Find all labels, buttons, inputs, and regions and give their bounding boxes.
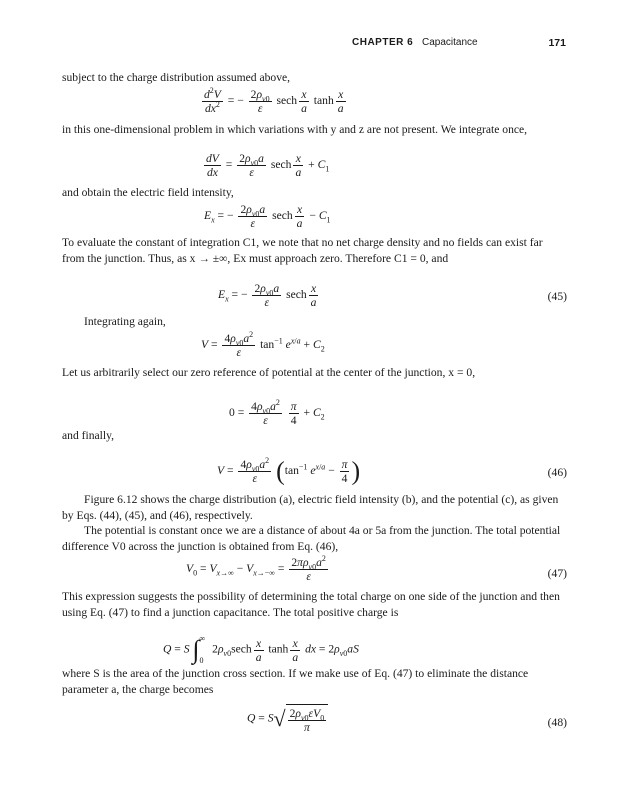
- equation-potential-with-constant: V = $\frac{4\rho_{\nu 0}a^2}{\varepsilon}$ $\tan^{-1} e^{x/a} + C_2$: [201, 330, 325, 359]
- equation-total-charge: Q = S ∫∞ 0 $2\rho_{\nu 0}\sec h$ $\frac{x}{a}$ tanh $\frac{x}{a}$ dx = $2\rho_{\nu 0}aS$: [163, 634, 359, 665]
- equation-number: (47): [547, 567, 567, 580]
- equation-47: $V_0 = V_{x\to\infty} - V_{x\to-\infty}$ = $\frac{2\pi\rho_{\nu 0}a^2}{\varepsilon}$: [186, 554, 326, 583]
- paragraph: and obtain the electric field intensity,: [62, 186, 234, 199]
- paragraph: in this one-dimensional problem in which variations with y and z are not present. We integrate once,: [62, 123, 528, 136]
- chapter-subject: Capacitance: [422, 37, 478, 48]
- paragraph: where S is the area of the junction cross section. If we make use of Eq. (47) to eliminate the distance parameter a, the charge becomes: [62, 667, 529, 696]
- equation-first-integral: $\frac{dV}{dx}$ = $\frac{2\rho_{\nu 0}a}{\varepsilon}$ sech $\frac{x}{a}$ + $C_1$: [206, 152, 330, 179]
- equation-poisson: $\frac{d^2V}{dx^2}$ = − $\frac{2\rho_{\nu 0}}{\varepsilon}$ sech $\frac{x}{a}$ tanh $\frac{x}{a}$: [204, 86, 344, 115]
- equation-field-with-constant: $E_x$ = − $\frac{2\rho_{\nu 0}a}{\varepsilon}$ sech $\frac{x}{a}$ − $C_1$: [204, 203, 331, 230]
- equation-48: Q = S√ $\frac{2\rho_{\nu 0}\varepsilon V_0}{\pi}$: [247, 704, 328, 734]
- paragraph: To evaluate the constant of integration C1, we note that no net charge density and no fields can exist far from the junction. Thus, as x → ±∞, Ex must approach zero. Therefore C1 = 0, and: [62, 236, 543, 265]
- running-header: [352, 37, 566, 53]
- paragraph: subject to the charge distribution assumed above,: [62, 71, 291, 84]
- chapter-label: CHAPTER 6: [352, 37, 414, 48]
- equation-46: V = $\frac{4\rho_{\nu 0}a^2}{\varepsilon}$ ($\tan^{-1}$ $e^{x/a}$ − $\frac{\pi}{4}$ ): [217, 456, 361, 486]
- paragraph: This expression suggests the possibility of determining the total charge on one side of the junction and then using Eq. (47) to find a junction capacitance. The total positive charge is: [62, 590, 560, 619]
- equation-45: $E_x$ = − $\frac{2\rho_{\nu 0}a}{\varepsilon}$ sech $\frac{x}{a}$: [218, 282, 317, 309]
- equation-zero-reference: 0 = $\frac{4\rho_{\nu 0}a^2}{\varepsilon}$ $\frac{\pi}{4}$ + $C_2$: [229, 398, 325, 427]
- equation-number: (46): [547, 466, 567, 479]
- paragraph: Figure 6.12 shows the charge distribution (a), electric field intensity (b), and the potential (c), as given by Eqs. (44), (45), and (46), respectively.: [62, 493, 559, 522]
- page-number: 171: [548, 37, 566, 49]
- paragraph: and finally,: [62, 429, 115, 442]
- equation-number: (48): [547, 716, 567, 729]
- paragraph: Let us arbitrarily select our zero reference of potential at the center of the junction, x = 0,: [62, 366, 476, 379]
- paragraph: The potential is constant once we are a distance of about 4a or 5a from the junction. The total potential difference V0 across the junction is obtained from Eq. (46),: [62, 524, 561, 553]
- paragraph: Integrating again,: [84, 315, 166, 328]
- equation-number: (45): [547, 290, 567, 303]
